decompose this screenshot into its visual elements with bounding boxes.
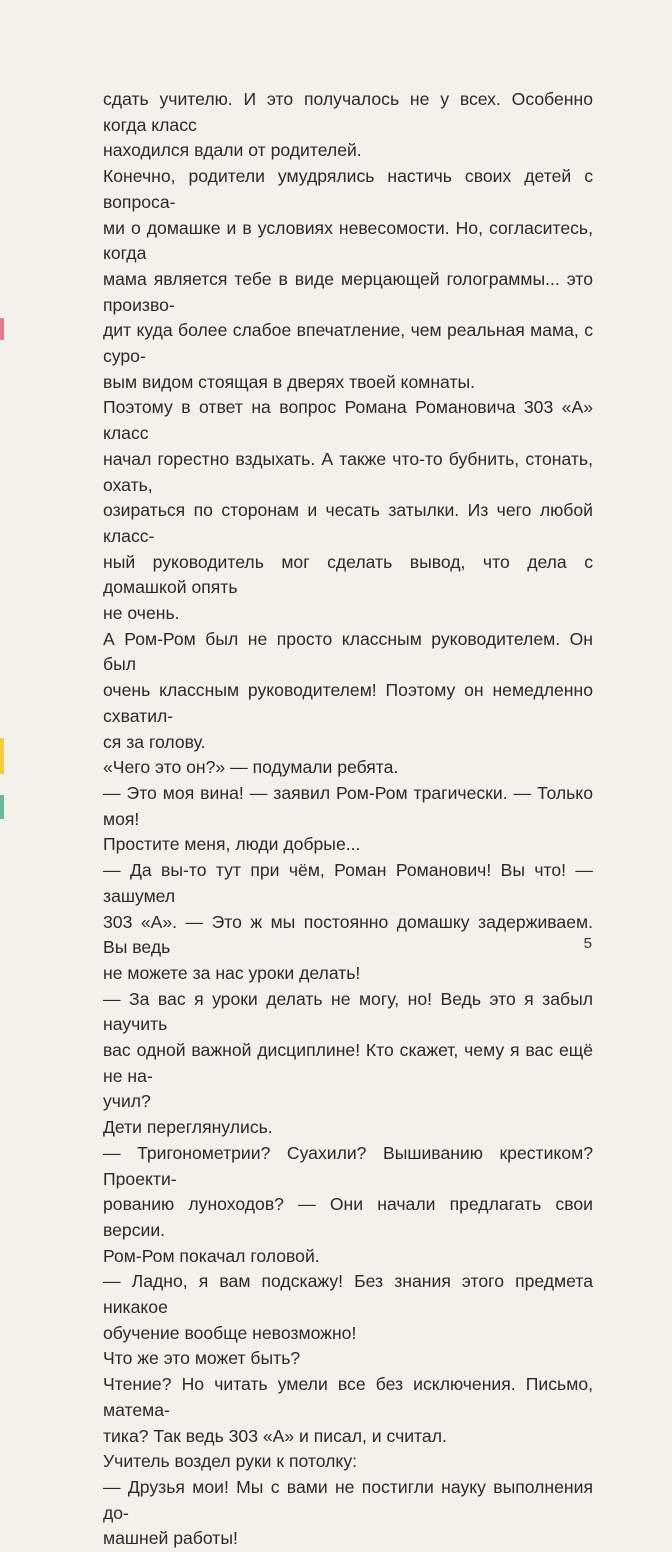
- text-line: — Друзья мои! Мы с вами не постигли науку выполнения до-: [103, 1476, 593, 1523]
- text-line: не очень.: [103, 603, 180, 624]
- text-line: мама является тебе в виде мерцающей голограммы... это произво-: [103, 268, 593, 315]
- text-line: — За вас я уроки делать не могу, но! Ведь это я забыл научить: [103, 988, 593, 1035]
- text-line: 303 «А». — Это ж мы постоянно домашку задерживаем. Вы ведь: [103, 911, 593, 958]
- text-line: находился вдали от родителей.: [103, 140, 362, 161]
- text-line: вас одной важной дисциплине! Кто скажет, чему я вас ещё не на-: [103, 1040, 593, 1086]
- text-line: Поэтому в ответ на вопрос Романа Романовича 303 «А» класс: [103, 397, 593, 444]
- text-line: начал горестно вздыхать. А также что-то бубнить, стонать, охать,: [103, 448, 593, 495]
- text-line: ный руководитель мог сделать вывод, что дела с домашкой опять: [103, 551, 593, 598]
- text-line: обучение вообще невозможно!: [103, 1322, 357, 1343]
- text-line: рованию луноходов? — Они начали предлагать свои версии.: [103, 1194, 593, 1240]
- edge-color-mark-pink: [0, 318, 4, 340]
- edge-color-mark-yellow: [0, 738, 4, 774]
- edge-color-mark-green: [0, 795, 4, 819]
- text-line: сдать учителю. И это получалось не у всех. Особенно когда класс: [103, 89, 593, 135]
- text-line: «Чего это он?» — подумали ребята.: [103, 757, 399, 778]
- text-line: Чтение? Но читать умели все без исключения. Письмо, матема-: [103, 1374, 593, 1420]
- text-line: тика? Так ведь 303 «А» и писал, и считал.: [103, 1425, 447, 1446]
- text-line: машней работы!: [103, 1528, 238, 1549]
- text-line: А Ром-Ром был не просто классным руководителем. Он был: [103, 628, 593, 675]
- text-line: Конечно, родители умудрялись настичь своих детей с вопроса-: [103, 166, 593, 212]
- text-line: — Тригонометрии? Суахили? Вышиванию крестиком? Проекти-: [103, 1142, 593, 1189]
- text-line: — Это моя вина! — заявил Ром-Ром трагически. — Только моя!: [103, 782, 593, 829]
- page-number: 5: [583, 935, 592, 952]
- text-line: — Да вы-то тут при чём, Роман Романович! Вы что! — зашумел: [103, 860, 593, 906]
- text-line: очень классным руководителем! Поэтому он немедленно схватил-: [103, 680, 593, 726]
- text-line: озираться по сторонам и чесать затылки. Из чего любой класс-: [103, 500, 593, 546]
- text-line: учил?: [103, 1091, 151, 1112]
- text-line: дит куда более слабое впечатление, чем реальная мама, с суро-: [103, 320, 593, 367]
- text-line: не можете за нас уроки делать!: [103, 962, 361, 983]
- text-line: ся за голову.: [103, 731, 206, 752]
- text-line: Ром-Ром покачал головой.: [103, 1245, 320, 1266]
- text-line: ми о домашке и в условиях невесомости. Но, согласитесь, когда: [103, 217, 593, 264]
- text-line: Что же это может быть?: [103, 1348, 301, 1369]
- text-line: вым видом стоящая в дверях твоей комнаты.: [103, 371, 476, 392]
- page-body-text: [103, 87, 593, 1552]
- text-line: Дети переглянулись.: [103, 1117, 273, 1138]
- text-line: Простите меня, люди добрые...: [103, 834, 361, 855]
- text-line: Учитель воздел руки к потолку:: [103, 1451, 358, 1472]
- text-line: — Ладно, я вам подскажу! Без знания этого предмета никакое: [103, 1271, 593, 1318]
